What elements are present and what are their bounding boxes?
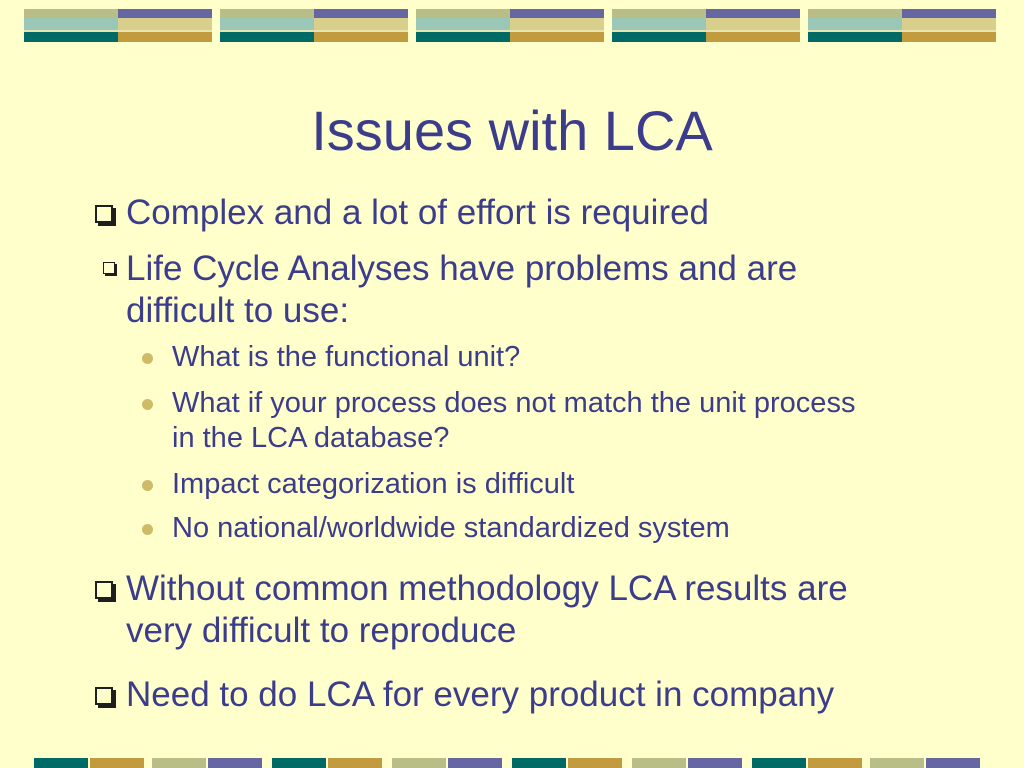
bullet-item: [126, 192, 926, 234]
sub-bullet-text: Impact categorization is difficult: [172, 468, 575, 500]
sub-bullet-item: [172, 386, 872, 456]
band-segment: [926, 758, 980, 768]
sub-bullet-item: [172, 340, 892, 375]
sub-bullet-item: [172, 467, 892, 502]
band-segment: [152, 758, 206, 768]
band-segment: [568, 758, 622, 768]
checkbox-bullet-icon: [90, 674, 120, 716]
band-segment: [688, 758, 742, 768]
band-segment: [512, 758, 566, 768]
dot-bullet-icon: [142, 524, 153, 535]
band-segment: [208, 758, 262, 768]
band-segment: [272, 758, 326, 768]
bullet-text: Need to do LCA for every product in company: [126, 675, 835, 714]
sub-bullet-item: [172, 511, 892, 546]
dot-bullet-icon: [142, 480, 153, 491]
checkbox-bullet-icon: [90, 568, 120, 610]
bullet-text: Without common methodology LCA results are very difficult to reproduce: [126, 569, 848, 650]
checkbox-bullet-icon: [90, 248, 120, 290]
bullet-item: [126, 674, 926, 716]
bullet-item: [126, 568, 906, 652]
sub-bullet-text: No national/worldwide standardized system: [172, 512, 730, 544]
band-segment: [752, 758, 806, 768]
bullet-item: [126, 248, 906, 332]
band-segment: [392, 758, 446, 768]
bottom-decorative-band: [0, 758, 1024, 768]
slide-title: Issues with LCA: [311, 99, 713, 162]
band-segment: [632, 758, 686, 768]
checkbox-bullet-icon: [90, 192, 120, 234]
sub-bullet-text: What is the functional unit?: [172, 341, 521, 373]
dot-bullet-icon: [142, 353, 153, 364]
band-segment: [870, 758, 924, 768]
bullet-text: Life Cycle Analyses have problems and are difficult to use:: [126, 249, 798, 330]
sub-bullet-text: What if your process does not match the unit process in the LCA database?: [172, 387, 856, 454]
band-segment: [448, 758, 502, 768]
band-segment: [808, 758, 862, 768]
band-segment: [90, 758, 144, 768]
dot-bullet-icon: [142, 399, 153, 410]
bullet-text: Complex and a lot of effort is required: [126, 193, 710, 232]
band-segment: [34, 758, 88, 768]
band-segment: [328, 758, 382, 768]
